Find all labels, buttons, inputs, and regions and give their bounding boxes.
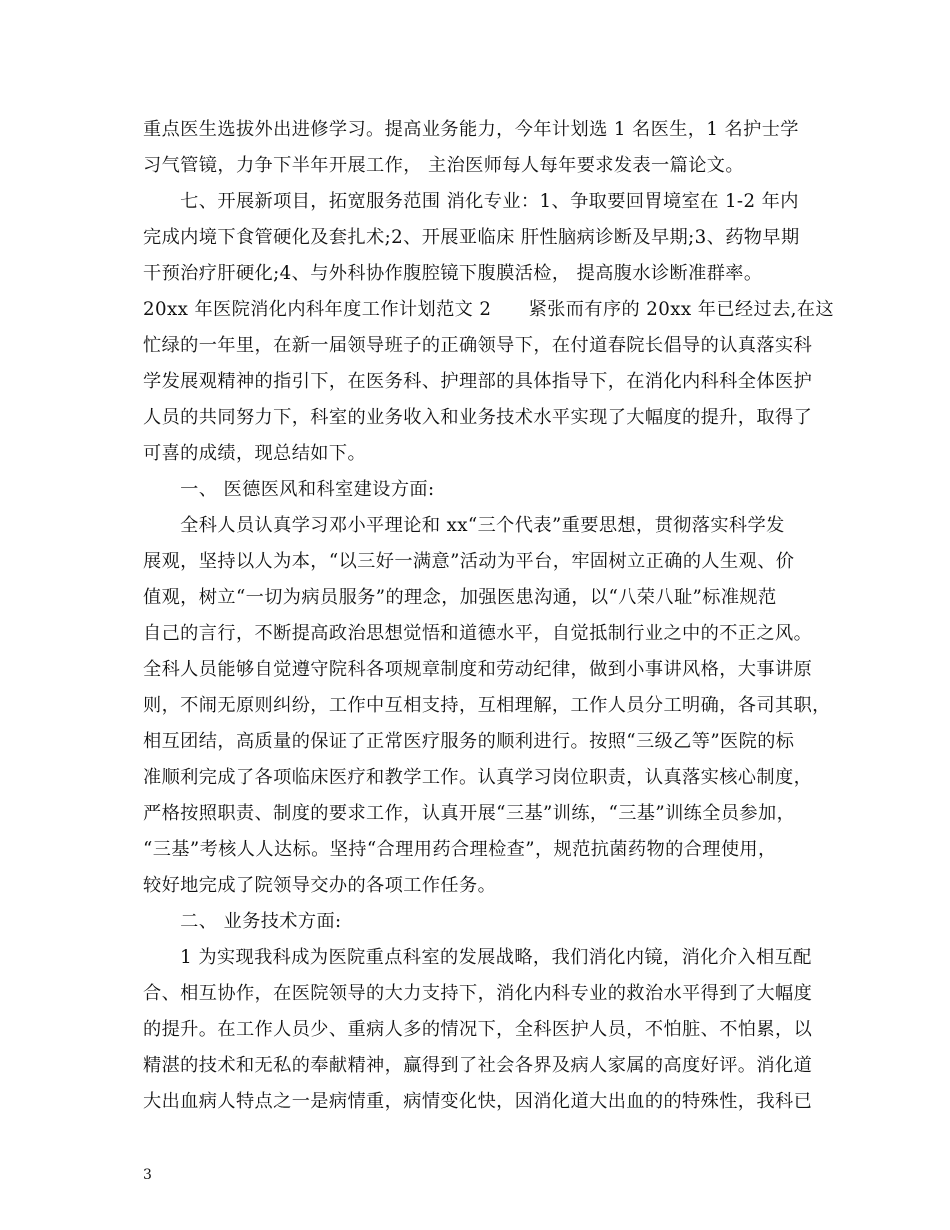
text-line: 相互团结，高质量的保证了正常医疗服务的顺利进行。按照“三级乙等”医院的标 <box>143 731 795 752</box>
text-line: 严格按照职责、制度的要求工作，认真开展“三基”训练，“三基”训练全员参加， <box>143 803 796 824</box>
text-line: 1 为实现我科成为医院重点科室的发展战略，我们消化内镜，消化介入相互配 <box>143 947 812 968</box>
text-line: 大出血病人特点之一是病情重，病情变化快，因消化道大出血的的特殊性，我科已 <box>143 1091 813 1112</box>
text-line: 的提升。在工作人员少、重病人多的情况下，全科医护人员，不怕脏、不怕累，以 <box>143 1019 813 1040</box>
text-line: 习气管镜，力争下半年开展工作， 主治医师每人每年要求发表一篇论文。 <box>143 155 744 176</box>
text-line: 忙绿的一年里，在新一届领导班子的正确领导下，在付道春院长倡导的认真落实科 <box>143 335 813 356</box>
text-line: 准顺利完成了各项临床医疗和教学工作。认真学习岗位职责，认真落实核心制度， <box>143 767 813 788</box>
text-line: 值观，树立“一切为病员服务”的理念，加强医患沟通，以“八荣八耻”标准规范 <box>143 587 777 608</box>
text-line: 则，不闹无原则纠纷，工作中互相支持，互相理解，工作人员分工明确，各司其职， <box>143 695 831 716</box>
text-line: 精湛的技术和无私的奉献精神，赢得到了社会各界及病人家属的高度好评。消化道 <box>143 1055 813 1076</box>
text-line: 重点医生选拔外出进修学习。提高业务能力，今年计划选 1 名医生，1 名护士学 <box>143 119 799 140</box>
text-line: 全科人员能够自觉遵守院科各项规章制度和劳动纪律，做到小事讲风格，大事讲原 <box>143 659 813 680</box>
text-line: 干预治疗肝硬化;4、与外科协作腹腔镜下腹膜活检， 提高腹水诊断准群率。 <box>143 263 763 284</box>
text-line: 全科人员认真学习邓小平理论和 xx“三个代表”重要思想，贯彻落实科学发 <box>143 515 785 536</box>
text-line: 自己的言行，不断提高政治思想觉悟和道德水平，自觉抵制行业之中的不正之风。 <box>143 623 813 644</box>
text-line: “三基”考核人人达标。坚持“合理用药合理检查”，规范抗菌药物的合理使用， <box>143 839 777 860</box>
text-line: 人员的共同努力下，科室的业务收入和业务技术水平实现了大幅度的提升，取得了 <box>143 407 813 428</box>
text-line: 七、开展新项目，拓宽服务范围 消化专业：1、争取要回胃境室在 1-2 年内 <box>143 191 799 212</box>
page-number: 3 <box>143 1167 152 1183</box>
section-heading: 二、 业务技术方面: <box>143 911 342 932</box>
text-line: 20xx 年医院消化内科年度工作计划范文 2 紧张而有序的 20xx 年已经过去,在这 <box>143 299 835 320</box>
text-line: 展观，坚持以人为本，“以三好一满意”活动为平台，牢固树立正确的人生观、价 <box>143 551 795 572</box>
text-line: 学发展观精神的指引下，在医务科、护理部的具体指导下，在消化内科科全体医护 <box>143 371 813 392</box>
text-line: 可喜的成绩，现总结如下。 <box>143 443 367 464</box>
text-line: 合、相互协作，在医院领导的大力支持下，消化内科专业的救治水平得到了大幅度 <box>143 983 813 1004</box>
section-heading: 一、 医德医风和科室建设方面: <box>143 479 435 500</box>
text-line: 较好地完成了院领导交办的各项工作任务。 <box>143 875 497 896</box>
text-line: 完成内境下食管硬化及套扎术;2、开展亚临床 肝性脑病诊断及早期;3、药物早期 <box>143 227 800 248</box>
